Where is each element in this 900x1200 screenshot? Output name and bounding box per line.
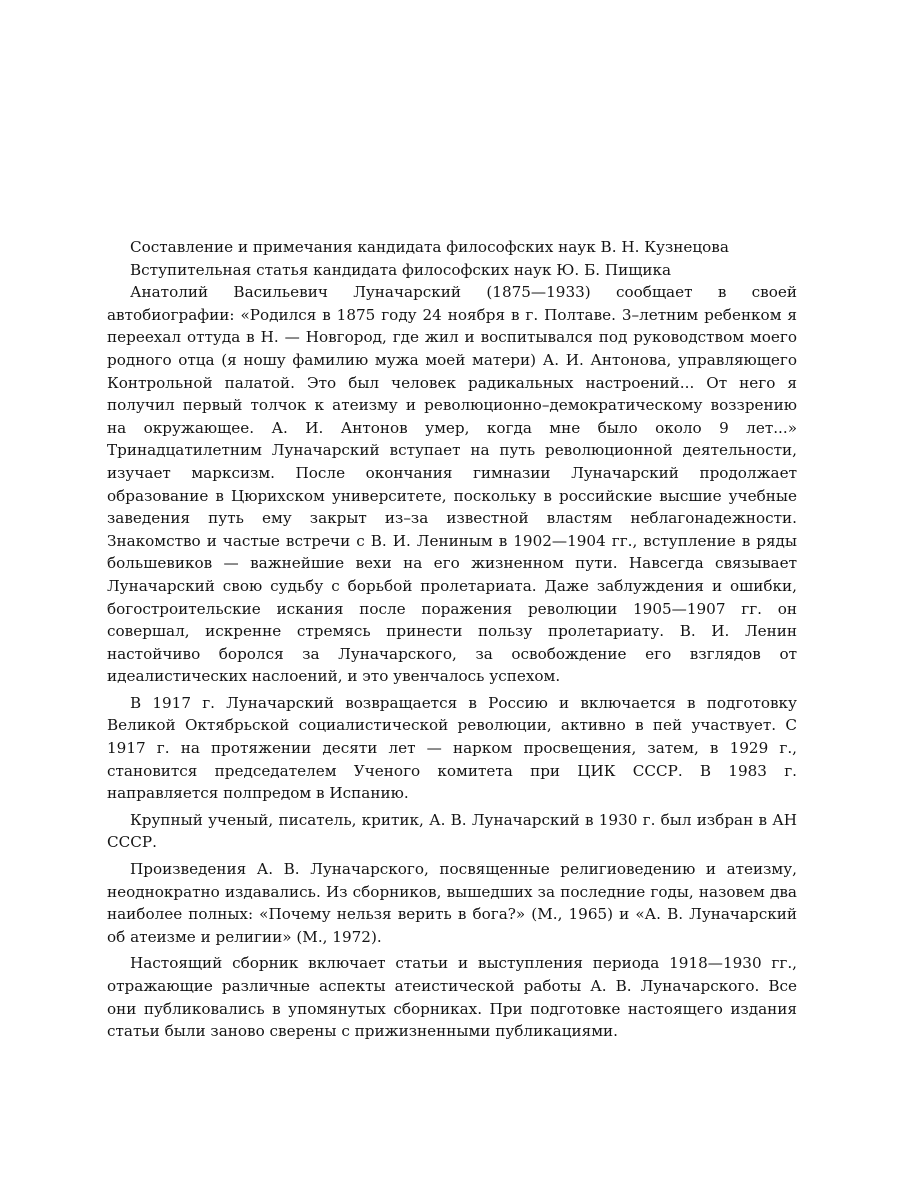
paragraph-academy: Крупный ученый, писатель, критик, А. В. Луначарский в 1930 г. был избран в АН СССР. xyxy=(107,810,797,852)
page-text xyxy=(107,236,797,1043)
paragraph-publications: Произведения А. В. Луначарского, посвященные религиоведению и атеизму, неоднократно издавались. Из сборников, вышедших за последние годы, назовем два наиболее полных: «Почему нельзя верить в бога?» (М., 1965) и «А. В. Луначарский об атеизме и религии» (М., 1972). xyxy=(107,860,797,946)
compiler-credit: Составление и примечания кандидата философских наук В. Н. Кузнецова xyxy=(130,238,729,256)
paragraph-revolution: В 1917 г. Луначарский возвращается в Россию и включается в подготовку Великой Октябрьской социалистической революции, активно в пей участвует. С 1917 г. на протяжении десяти лет — нарком просвещения, затем, в 1929 г., становится председателем Ученого комитета при ЦИК СССР. В 1983 г. направляется полпредом в Испанию. xyxy=(107,693,797,803)
intro-credit: Вступительная статья кандидата философских наук Ю. Б. Пищика xyxy=(130,260,672,279)
paragraph-collection: Настоящий сборник включает статьи и выступления периода 1918—1930 гг., отражающие различные аспекты атеистической работы А. В. Луначарского. Все они публиковались в упомянутых сборниках. При подготовке настоящего издания статьи были заново сверены с прижизненными публикациями. xyxy=(107,954,797,1041)
paragraph-biography: Анатолий Васильевич Луначарский (1875—1933) сообщает в своей автобиографии: «Родился в 1875 году 24 ноября в г. Полтаве. 3–летним ребенком я переехал оттуда в Н. — Новгород, где жил и воспитывался под руководством моего родного отца (я ношу фамилию мужа моей матери) А. И. Антонова, управляющего Контрольной палатой. Это был человек радикальных настроений... От него я получил первый толчок к атеизму и революционно–демократическому воззрению на окружающее. А. И. Антонов умер, когда мне было около 9 лет...» Тринадцатилетним Луначарский вступает на путь революционной деятельности, изучает марксизм. После окончания гимназии Луначарский продолжает образование в Цюрихском университете, поскольку в российские высшие учебные заведения путь ему закрыт из–за известной властям неблагонадежности. Знакомство и частые встречи с В. И. Лениным в 1902—1904 гг., вступление в ряды большевиков — важнейшие вехи на его жизненном пути. Навсегда связывает Луначарский свою судьбу с борьбой пролетариата. Даже заблуждения и ошибки, богостроительские искания после поражения революции 1905—1907 гг. он совершал, искренне стремясь принести пользу пролетариату. В. И. Ленин настойчиво боролся за Луначарского, за освобождение его взглядов от идеалистических наслоений, и это увенчалось успехом. xyxy=(107,283,797,686)
